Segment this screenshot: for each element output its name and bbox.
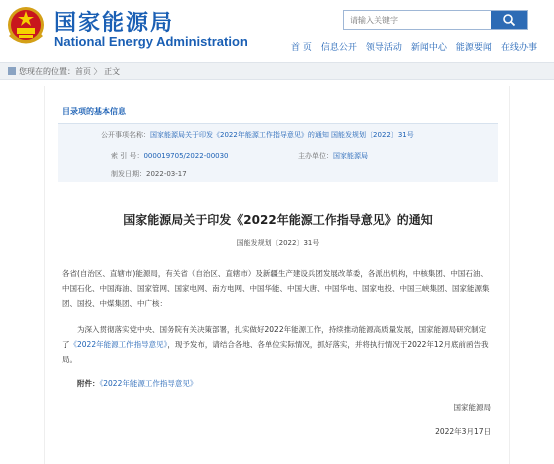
breadcrumb bbox=[0, 62, 554, 80]
nav-item-news[interactable]: 新闻中心 bbox=[410, 43, 447, 53]
meta-row-serial bbox=[111, 151, 229, 161]
meta-value: 000019705/2022-00030 bbox=[143, 152, 229, 160]
document-number: 国能发规划〔2022〕31号 bbox=[236, 239, 320, 247]
body-text: ，现予发布，请结合各地、各单位实际情况，抓好落实，并将执行情况于2022年12月底前函告我局。 bbox=[62, 340, 489, 364]
nav-item-home[interactable]: 首 页 bbox=[291, 43, 312, 53]
breadcrumb-text bbox=[8, 66, 120, 77]
meta-row-title bbox=[101, 130, 414, 140]
meta-value: 国家能源局关于印发《2022年能源工作指导意见》的通知 国能发规划〔2022〕31号 bbox=[150, 131, 414, 139]
national-emblem-icon[interactable] bbox=[6, 5, 46, 47]
attachment-label: 附件： bbox=[77, 379, 100, 388]
site-subtitle: National Energy Administration bbox=[54, 34, 248, 49]
sign-organization: 国家能源局 bbox=[453, 403, 491, 412]
meta-label: 公开事项名称： bbox=[101, 131, 150, 139]
meta-info-box bbox=[58, 123, 498, 182]
search-icon bbox=[502, 13, 516, 27]
search-box bbox=[343, 10, 528, 30]
main-nav bbox=[291, 40, 546, 54]
body-text: 为深入贯彻落实党中央、国务院有关决策部署，扎实做好2022年能源工作，持续推动能源高质量发展，国家能源局研究制定了 bbox=[62, 325, 487, 349]
article-title: 国家能源局关于印发《2022年能源工作指导意见》的通知 bbox=[123, 213, 433, 227]
site-title[interactable]: 国家能源局 bbox=[54, 11, 175, 36]
recipients-paragraph: 各省(自治区、直辖市)能源局，有关省（自治区、直辖市）及新疆生产建设兵团发展改革委，各派出机构，中核集团、中国石油、中国石化、中国海油、国家管网、国家电网、南方电网、中国华能、中国大唐、中国华电、国家电投、中国三峡集团、国家能源集团、国投、中煤集团、中广核： bbox=[62, 269, 490, 308]
site-header bbox=[0, 0, 554, 60]
attachment-link[interactable]: 《2022年能源工作指导意见》 bbox=[99, 379, 198, 388]
meta-row-date bbox=[111, 169, 187, 179]
search-button[interactable] bbox=[491, 11, 527, 29]
attachment-row bbox=[77, 376, 507, 391]
meta-value: 2022-03-17 bbox=[146, 170, 187, 178]
main-content bbox=[44, 86, 510, 464]
nav-item-online-service[interactable]: 在线办事 bbox=[500, 43, 537, 53]
body-paragraph bbox=[62, 322, 492, 367]
breadcrumb-label[interactable]: 您现在的位置：首页 〉 正文 bbox=[19, 67, 121, 76]
search-input[interactable] bbox=[344, 11, 490, 29]
nav-item-leaders[interactable]: 领导活动 bbox=[365, 43, 402, 53]
body-document-link[interactable]: 《2022年能源工作指导意见》 bbox=[69, 340, 168, 349]
meta-heading: 目录项的基本信息 bbox=[62, 107, 126, 116]
meta-value: 国家能源局 bbox=[333, 152, 368, 160]
meta-row-unit bbox=[298, 151, 368, 161]
meta-label: 主办单位： bbox=[298, 152, 333, 160]
sign-date: 2022年3月17日 bbox=[435, 427, 491, 436]
meta-label: 索 引 号： bbox=[111, 152, 144, 160]
meta-label: 制发日期： bbox=[111, 170, 146, 178]
nav-item-energy-news[interactable]: 能源要闻 bbox=[455, 43, 492, 53]
home-icon bbox=[8, 67, 16, 75]
nav-item-info[interactable]: 信息公开 bbox=[320, 43, 357, 53]
